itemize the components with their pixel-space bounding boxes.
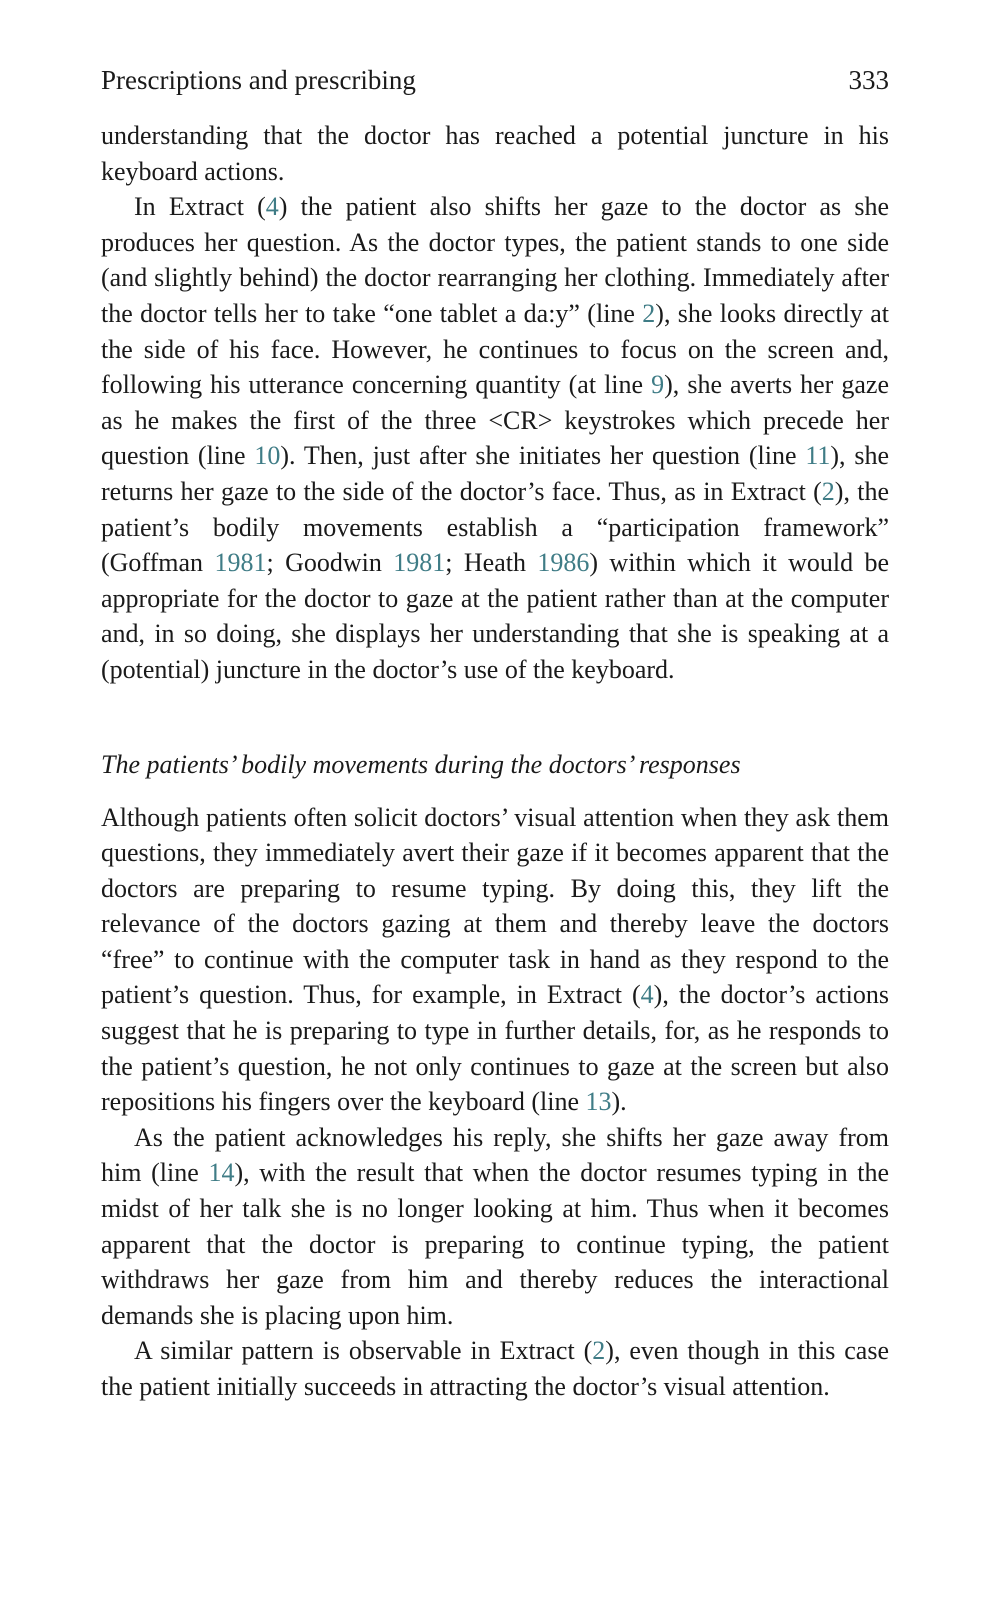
paragraph — [101, 1120, 889, 1334]
paragraph-text: ) within which it would be appropriate for the doctor to gaze at the patient rather than at the computer and, in so doing, she displays her understanding that she is speaking at a (potential) juncture in the doctor’s use of the keyboard. — [101, 548, 890, 684]
paragraph-text: Although patients often solicit doctors’ visual attention when they ask them questions, they immediately avert their gaze if it becomes apparent that the doctors are preparing to resume typing. By doing this, they lift the relevance of the doctors gazing at them and thereby leave the doctors “free” to continue with the computer task in hand as they respond to the patient’s question. Thus, for example, in Extract ( — [101, 802, 889, 1010]
paragraph-text: ). — [611, 1087, 627, 1117]
body-text-before-heading — [101, 118, 889, 688]
paragraph — [101, 1333, 889, 1404]
paragraph-text: As the patient acknowledges his reply, she shifts her gaze away from him (line — [101, 1122, 889, 1188]
paragraph-text: ), she returns her gaze to the side of the doctor’s face. Thus, as in Extract ( — [101, 441, 889, 506]
cross-reference-link[interactable]: 4 — [265, 192, 279, 222]
cross-reference-link[interactable]: 14 — [208, 1158, 235, 1188]
paragraph-text: ). Then, just after she initiates her question (line — [280, 441, 806, 471]
paragraph — [101, 800, 889, 1120]
paragraph-text: In Extract ( — [134, 192, 266, 222]
cross-reference-link[interactable]: 9 — [651, 370, 665, 400]
paragraph-text: ; Heath — [445, 548, 538, 578]
cross-reference-link[interactable]: 1981 — [214, 548, 267, 578]
paragraph — [101, 118, 889, 189]
paragraph-text: ), the patient’s bodily movements establish a “participation framework” (Goffman — [101, 476, 890, 578]
paragraph-text: A similar pattern is observable in Extract ( — [134, 1336, 593, 1366]
paragraph-text: ), the doctor’s actions suggest that he is preparing to type in further details, for, as he responds to the patient’s question, he not only continues to gaze at the screen but also repositions his fingers over the keyboard (line — [101, 980, 890, 1117]
running-header — [101, 62, 889, 98]
paragraph-text: ), even though in this case the patient initially succeeds in attracting the doctor’s visual attention. — [101, 1336, 889, 1401]
cross-reference-link[interactable]: 10 — [254, 441, 281, 471]
running-title: Prescriptions and prescribing — [101, 65, 416, 95]
paragraph-text: understanding that the doctor has reached a potential juncture in his keyboard actions. — [101, 121, 889, 186]
cross-reference-link[interactable]: 2 — [642, 298, 656, 328]
cross-reference-link[interactable]: 2 — [821, 476, 835, 506]
cross-reference-link[interactable]: 1981 — [393, 548, 446, 578]
paragraph — [101, 189, 889, 687]
section-heading: The patients’ bodily movements during the doctors’ responses — [101, 749, 741, 779]
page-number: 333 — [848, 65, 889, 95]
body-text-after-heading — [101, 800, 889, 1405]
paragraph-text: ), she looks directly at the side of his face. However, he continues to focus on the screen and, following his utterance concerning quantity (at line — [101, 298, 889, 400]
paragraph-text: ), she averts her gaze as he makes the first of the three <CR> keystrokes which precede her question (line — [101, 370, 889, 471]
cross-reference-link[interactable]: 1986 — [537, 548, 590, 578]
cross-reference-link[interactable]: 2 — [592, 1336, 606, 1366]
paragraph-text: ) the patient also shifts her gaze to the doctor as she produces her question. As the doctor types, the patient stands to one side (and slightly behind) the doctor rearranging her clothing. Immediately after the doctor tells her to take “one tablet a da:y” (line — [101, 192, 889, 328]
cross-reference-link[interactable]: 13 — [585, 1087, 612, 1117]
paragraph-text: ), with the result that when the doctor resumes typing in the midst of her talk she is no longer looking at him. Thus when it becomes apparent that the doctor is preparing to continue typing, the patient withdraws her gaze from him and thereby reduces the interactional demands she is placing upon him. — [101, 1158, 890, 1330]
book-page — [101, 62, 889, 1405]
cross-reference-link[interactable]: 4 — [640, 980, 654, 1010]
cross-reference-link[interactable]: 11 — [805, 441, 831, 471]
paragraph-text: ; Goodwin — [266, 548, 394, 578]
